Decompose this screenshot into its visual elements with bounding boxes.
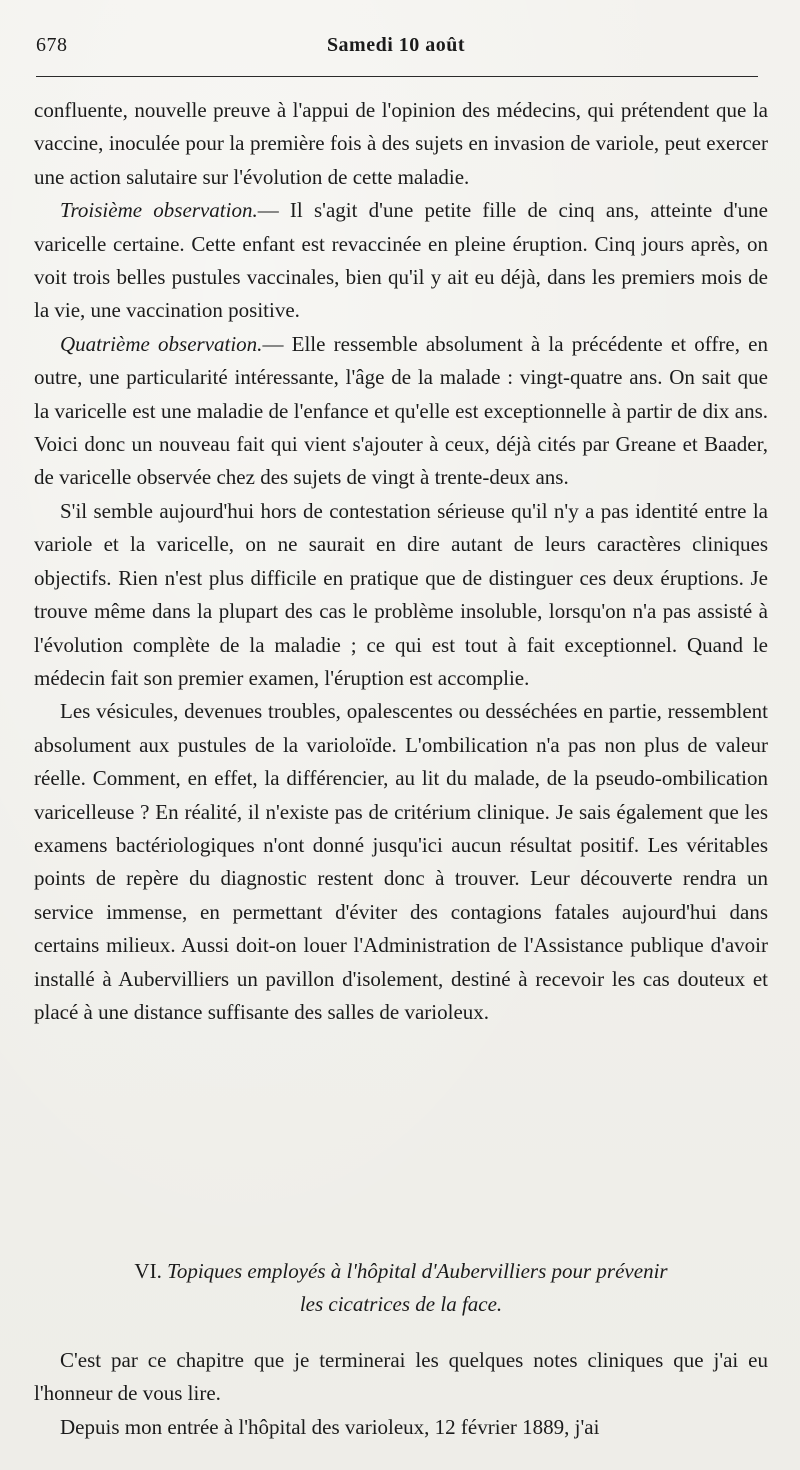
main-text bbox=[34, 94, 768, 1029]
page-number: 678 bbox=[36, 34, 68, 56]
paragraph-fourth-observation bbox=[34, 328, 768, 495]
running-head-title: Samedi 10 août bbox=[326, 34, 466, 56]
paragraph-text: Les vésicules, devenues troubles, opalescentes ou desséchées en partie, ressemblent absolument aux pustules de la varioloïde. L'ombilication n'a pas non plus de valeur réelle. Comment, en effet, la différencier, au lit du malade, de la pseudo-ombilication varicelleuse ? En réalité, il n'existe pas de critérium clinique. Je sais également que les examens bactériologiques n'ont donné jusqu'ici aucun résultat positif. Les véritables points de repère du diagnostic restent donc à trouver. Leur découverte rendra un service immense, en permettant d'éviter des contagions fatales aujourd'hui dans certains milieux. Aussi doit-on louer l'Administration de l'Assistance publique d'avoir installé à Aubervilliers un pavillon d'isolement, destiné à recevoir les cas douteux et placé à une distance suffisante des salles de varioleux. bbox=[34, 699, 768, 1024]
paragraph-text: confluente, nouvelle preuve à l'appui de l'opinion des médecins, qui prétendent que la vaccine, inoculée pour la première fois à des sujets en invasion de variole, peut exercer une action salutaire sur l'évolution de cette maladie. bbox=[34, 98, 768, 189]
section-title-line-1: Topiques employés à l'hôpital d'Aubervilliers pour prévenir bbox=[167, 1259, 668, 1283]
section-heading bbox=[34, 1255, 768, 1321]
section-title-line-2: les cicatrices de la face. bbox=[299, 1292, 503, 1316]
section-heading-line-2 bbox=[34, 1288, 768, 1321]
section-heading-line-1 bbox=[34, 1255, 768, 1288]
paragraph-continuation bbox=[34, 94, 768, 194]
paragraph-lead: Quatrième observation. bbox=[60, 331, 263, 356]
section-numeral: VI. bbox=[134, 1259, 162, 1283]
paragraph-text: Depuis mon entrée à l'hôpital des varioleux, 12 février 1889, j'ai bbox=[60, 1414, 600, 1439]
paragraph-text: S'il semble aujourd'hui hors de contestation sérieuse qu'il n'y a pas identité entre la variole et la varicelle, on ne saurait en dire autant de leurs caractères cliniques objectifs. Rien n'est plus difficile en pratique que de distinguer ces deux éruptions. Je trouve même dans la plupart des cas le problème insoluble, lorsqu'on n'a pas assisté à l'évolution complète de la maladie ; ce qui est tout à fait exceptionnel. Quand le médecin fait son premier examen, l'éruption est accomplie. bbox=[34, 498, 768, 690]
paragraph-differential bbox=[34, 495, 768, 695]
closing-text bbox=[34, 1344, 768, 1444]
paragraph-closing-start bbox=[34, 1411, 768, 1444]
paragraph-text: — Elle ressemble absolument à la précédente et offre, en outre, une particularité intéressante, l'âge de la malade : vingt-quatre ans. On sait que la varicelle est une maladie de l'enfance et qu'elle est exceptionnelle à partir de dix ans. Voici donc un nouveau fait qui vient s'ajouter à ceux, déjà cités par Greane et Baader, de varicelle observée chez des sujets de vingt à trente-deux ans. bbox=[34, 331, 768, 490]
paragraph-vesicles bbox=[34, 695, 768, 1029]
header-rule bbox=[36, 76, 758, 77]
paragraph-third-observation bbox=[34, 194, 768, 328]
paragraph-text: C'est par ce chapitre que je terminerai les quelques notes cliniques que j'ai eu l'honneur de vous lire. bbox=[34, 1348, 768, 1406]
paragraph-closing-intro bbox=[34, 1344, 768, 1411]
running-head bbox=[36, 34, 756, 62]
paragraph-text: — Il s'agit d'une petite fille de cinq ans, atteinte d'une varicelle certaine. Cette enfant est revaccinée en pleine éruption. Cinq jours après, on voit trois belles pustules vaccinales, bien qu'il y ait eu déjà, dans les premiers mois de la vie, une vaccination positive. bbox=[34, 198, 768, 323]
paragraph-lead: Troisième observation. bbox=[60, 198, 258, 223]
